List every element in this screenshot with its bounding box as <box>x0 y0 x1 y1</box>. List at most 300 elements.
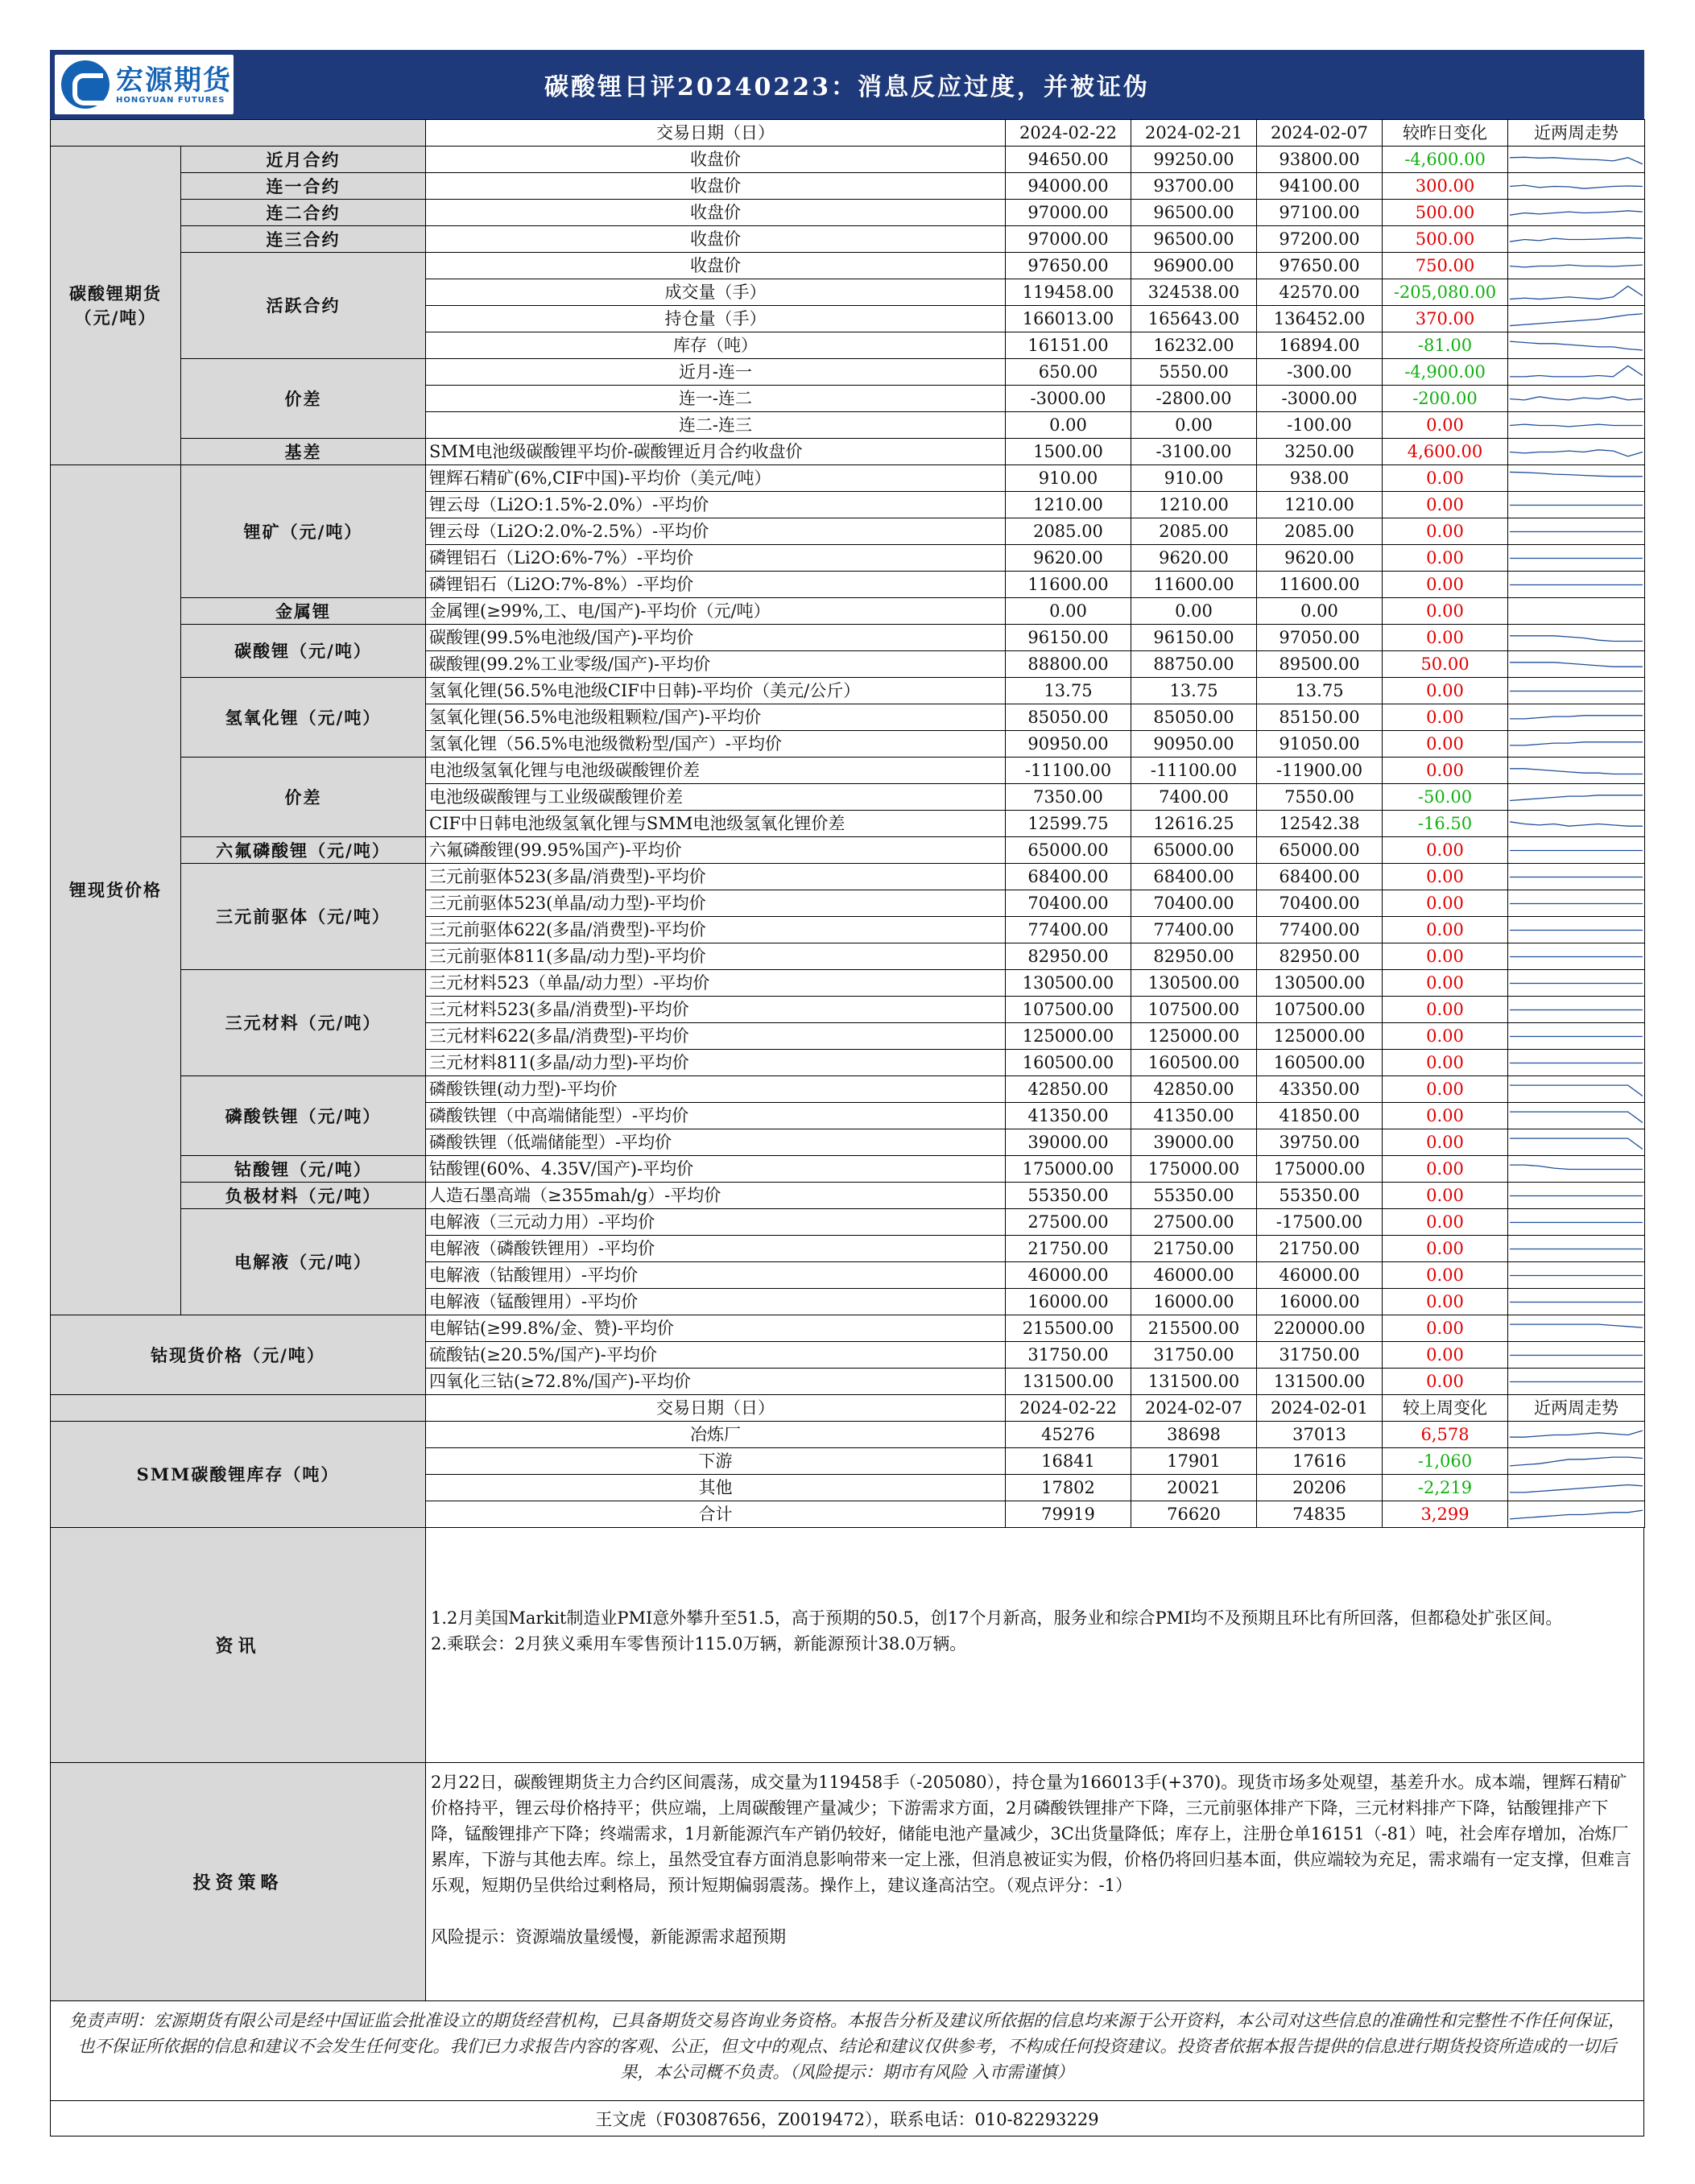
trend-cell <box>1508 864 1645 890</box>
news-label: 资讯 <box>51 1528 426 1762</box>
change-value: 0.00 <box>1383 704 1508 731</box>
change-value: 0.00 <box>1383 997 1508 1023</box>
value-day2: 910.00 <box>1131 465 1257 492</box>
value-day3: 55350.00 <box>1257 1183 1383 1209</box>
table-row <box>51 598 1645 625</box>
value-day1: 97000.00 <box>1006 200 1131 226</box>
change-value: 0.00 <box>1383 970 1508 997</box>
value-day2: 46000.00 <box>1131 1262 1257 1289</box>
table-row <box>51 1156 1645 1183</box>
change-value: 0.00 <box>1383 1103 1508 1129</box>
sparkline-series <box>1510 795 1643 800</box>
value-day3: 9620.00 <box>1257 545 1383 572</box>
row-item: 收盘价 <box>426 200 1006 226</box>
header-trend: 近两周走势 <box>1508 1395 1645 1422</box>
value-day2: 107500.00 <box>1131 997 1257 1023</box>
value-day2: 85050.00 <box>1131 704 1257 731</box>
value-day3: 41850.00 <box>1257 1103 1383 1129</box>
sparkline <box>1510 254 1643 279</box>
sparkline <box>1510 386 1643 411</box>
group-label: 六氟磷酸锂（元/吨） <box>181 837 426 864</box>
change-value: 0.00 <box>1383 678 1508 704</box>
group-label: 连三合约 <box>181 226 426 253</box>
change-value: 0.00 <box>1383 545 1508 572</box>
trend-cell <box>1508 651 1645 678</box>
sparkline <box>1510 1051 1643 1075</box>
row-item: 磷锂铝石（Li2O:7%-8%）-平均价 <box>426 572 1006 598</box>
header-trend: 近两周走势 <box>1508 120 1645 147</box>
news-section <box>50 1528 1644 1763</box>
row-item: 磷酸铁锂(动力型)-平均价 <box>426 1076 1006 1103</box>
row-item: 三元材料622(多晶/消费型)-平均价 <box>426 1023 1006 1050</box>
value-day3: 21750.00 <box>1257 1236 1383 1262</box>
value-day2: 39000.00 <box>1131 1129 1257 1156</box>
sparkline-series <box>1510 1112 1643 1122</box>
sparkline <box>1510 546 1643 571</box>
value-day3: 17616 <box>1257 1448 1383 1475</box>
row-item: 连二-连三 <box>426 412 1006 439</box>
news-item-2: 2.乘联会：2月狭义乘用车零售预计115.0万辆，新能源预计38.0万辆。 <box>431 1634 967 1653</box>
value-day3: 0.00 <box>1257 598 1383 625</box>
sparkline-series <box>1510 1085 1643 1096</box>
sparkline <box>1510 705 1643 730</box>
value-day3: 136452.00 <box>1257 306 1383 332</box>
sparkline <box>1510 1210 1643 1235</box>
value-day3: 68400.00 <box>1257 864 1383 890</box>
value-day2: -3100.00 <box>1131 439 1257 465</box>
row-item: 电解钴(≥99.8%/金、赞)-平均价 <box>426 1315 1006 1342</box>
value-day1: 39000.00 <box>1006 1129 1131 1156</box>
row-item: 氢氧化锂（56.5%电池级微粉型/国产）-平均价 <box>426 731 1006 758</box>
row-item: 下游 <box>426 1448 1006 1475</box>
change-value: 0.00 <box>1383 1209 1508 1236</box>
change-value: 0.00 <box>1383 1156 1508 1183</box>
table-row <box>51 1183 1645 1209</box>
sparkline <box>1510 1449 1643 1474</box>
value-day2: 7400.00 <box>1131 784 1257 811</box>
sparkline-series <box>1510 396 1643 399</box>
change-value: 3,299 <box>1383 1501 1508 1528</box>
trend-cell <box>1508 439 1645 465</box>
value-day3: 13.75 <box>1257 678 1383 704</box>
sparkline <box>1510 307 1643 332</box>
value-day1: 85050.00 <box>1006 704 1131 731</box>
trend-cell <box>1508 837 1645 864</box>
header-date-2: 2024-02-21 <box>1131 120 1257 147</box>
change-value: -1,060 <box>1383 1448 1508 1475</box>
sparkline-series <box>1510 635 1643 641</box>
sparkline <box>1510 997 1643 1022</box>
trend-cell <box>1508 784 1645 811</box>
table-row <box>51 359 1645 386</box>
group-label: 磷酸铁锂（元/吨） <box>181 1076 426 1156</box>
trend-cell <box>1508 1501 1645 1528</box>
row-item: 钴酸锂(60%、4.35V/国产)-平均价 <box>426 1156 1006 1183</box>
sparkline <box>1510 200 1643 225</box>
trend-cell <box>1508 1050 1645 1076</box>
row-item: 硫酸钴(≥20.5%/国产)-平均价 <box>426 1342 1006 1369</box>
header-change: 较昨日变化 <box>1383 120 1508 147</box>
trend-cell <box>1508 1183 1645 1209</box>
value-day3: -11900.00 <box>1257 758 1383 784</box>
value-day2: 11600.00 <box>1131 572 1257 598</box>
value-day2: 215500.00 <box>1131 1315 1257 1342</box>
sparkline <box>1510 1290 1643 1315</box>
trend-cell <box>1508 518 1645 545</box>
sparkline-series <box>1510 185 1643 188</box>
row-item: 三元前驱体622(多晶/消费型)-平均价 <box>426 917 1006 943</box>
value-day1: 68400.00 <box>1006 864 1131 890</box>
table-row <box>51 465 1645 492</box>
change-value: 0.00 <box>1383 625 1508 651</box>
value-day2: 125000.00 <box>1131 1023 1257 1050</box>
row-item: 碳酸锂(99.5%电池级/国产)-平均价 <box>426 625 1006 651</box>
row-item: 三元材料523（单晶/动力型）-平均价 <box>426 970 1006 997</box>
trend-cell <box>1508 678 1645 704</box>
sparkline <box>1510 440 1643 464</box>
value-day1: 79919 <box>1006 1501 1131 1528</box>
sparkline-series <box>1510 1510 1643 1519</box>
value-day1: 12599.75 <box>1006 811 1131 837</box>
value-day1: 55350.00 <box>1006 1183 1131 1209</box>
trend-cell <box>1508 226 1645 253</box>
value-day1: 97650.00 <box>1006 253 1131 279</box>
value-day1: 46000.00 <box>1006 1262 1131 1289</box>
value-day1: 21750.00 <box>1006 1236 1131 1262</box>
trend-cell <box>1508 1342 1645 1369</box>
sparkline <box>1510 811 1643 836</box>
value-day1: 90950.00 <box>1006 731 1131 758</box>
group-label: 近月合约 <box>181 147 426 173</box>
group-label: 锂矿（元/吨） <box>181 465 426 598</box>
value-day3: 93800.00 <box>1257 147 1383 173</box>
trend-cell <box>1508 465 1645 492</box>
group-label: 三元前驱体（元/吨） <box>181 864 426 970</box>
value-day1: 27500.00 <box>1006 1209 1131 1236</box>
value-day1: 910.00 <box>1006 465 1131 492</box>
row-item: 六氟磷酸锂(99.95%国产)-平均价 <box>426 837 1006 864</box>
company-logo <box>55 55 234 114</box>
report-title: 碳酸锂日评20240223：消息反应过度，并被证伪 <box>544 73 1150 101</box>
row-item: 持仓量（手） <box>426 306 1006 332</box>
value-day2: 99250.00 <box>1131 147 1257 173</box>
table-row <box>51 970 1645 997</box>
value-day2: 131500.00 <box>1131 1369 1257 1395</box>
sparkline <box>1510 1263 1643 1288</box>
value-day2: 96150.00 <box>1131 625 1257 651</box>
sparkline <box>1510 865 1643 890</box>
sparkline-series <box>1510 768 1643 774</box>
trend-cell <box>1508 332 1645 359</box>
sparkline <box>1510 333 1643 358</box>
row-item: 人造石墨高端（≥355mah/g）-平均价 <box>426 1183 1006 1209</box>
value-day2: 38698 <box>1131 1422 1257 1448</box>
value-day1: 65000.00 <box>1006 837 1131 864</box>
logo-name: 宏源期货 <box>116 64 232 97</box>
change-value: 0.00 <box>1383 492 1508 518</box>
value-day3: 89500.00 <box>1257 651 1383 678</box>
row-item: 三元材料811(多晶/动力型)-平均价 <box>426 1050 1006 1076</box>
sparkline <box>1510 413 1643 438</box>
value-day2: 21750.00 <box>1131 1236 1257 1262</box>
news-item-1: 1.2月美国Markit制造业PMI意外攀升至51.5，高于预期的50.5，创17个月新高，服务业和综合PMI均不及预期且环比有所回落，但都稳处扩张区间。 <box>431 1608 1563 1628</box>
change-value: 0.00 <box>1383 1129 1508 1156</box>
value-day3: 125000.00 <box>1257 1023 1383 1050</box>
value-day3: 175000.00 <box>1257 1156 1383 1183</box>
value-day3: 97650.00 <box>1257 253 1383 279</box>
value-day2: 20021 <box>1131 1475 1257 1501</box>
value-day3: 107500.00 <box>1257 997 1383 1023</box>
change-value: 0.00 <box>1383 1315 1508 1342</box>
row-item: 电解液（钴酸锂用）-平均价 <box>426 1262 1006 1289</box>
change-value: -200.00 <box>1383 386 1508 412</box>
row-item: 电解液（磷酸铁锂用）-平均价 <box>426 1236 1006 1262</box>
value-day2: 96500.00 <box>1131 226 1257 253</box>
change-value: 0.00 <box>1383 465 1508 492</box>
change-value: 0.00 <box>1383 1369 1508 1395</box>
row-item: 三元前驱体523(多晶/消费型)-平均价 <box>426 864 1006 890</box>
value-day1: 7350.00 <box>1006 784 1131 811</box>
header-blank <box>51 1395 426 1422</box>
table-row <box>51 1315 1645 1342</box>
row-item: 库存（吨） <box>426 332 1006 359</box>
trend-cell <box>1508 147 1645 173</box>
row-item: 锂云母（Li2O:2.0%-2.5%）-平均价 <box>426 518 1006 545</box>
trend-cell <box>1508 943 1645 970</box>
row-item: 其他 <box>426 1475 1006 1501</box>
table-row <box>51 226 1645 253</box>
sparkline-series <box>1510 1484 1643 1492</box>
trend-cell <box>1508 1422 1645 1448</box>
trend-cell <box>1508 572 1645 598</box>
trend-cell <box>1508 1475 1645 1501</box>
value-day2: 0.00 <box>1131 598 1257 625</box>
value-day1: 1210.00 <box>1006 492 1131 518</box>
value-day3: 3250.00 <box>1257 439 1383 465</box>
sparkline-series <box>1510 1138 1643 1149</box>
value-day2: 2085.00 <box>1131 518 1257 545</box>
value-day2: 96900.00 <box>1131 253 1257 279</box>
value-day3: 7550.00 <box>1257 784 1383 811</box>
sparkline-series <box>1510 157 1643 164</box>
value-day3: 938.00 <box>1257 465 1383 492</box>
table-row <box>51 837 1645 864</box>
value-day3: 20206 <box>1257 1475 1383 1501</box>
value-day1: 13.75 <box>1006 678 1131 704</box>
table-row <box>51 1076 1645 1103</box>
value-day3: 42570.00 <box>1257 279 1383 306</box>
value-day1: 88800.00 <box>1006 651 1131 678</box>
sparkline <box>1510 1130 1643 1155</box>
trend-cell <box>1508 917 1645 943</box>
group-label: 连二合约 <box>181 200 426 226</box>
value-day3: 220000.00 <box>1257 1315 1383 1342</box>
sparkline <box>1510 572 1643 597</box>
group-label: 钴酸锂（元/吨） <box>181 1156 426 1183</box>
row-item: 金属锂(≥99%,工、电/国产)-平均价（元/吨） <box>426 598 1006 625</box>
change-value: 0.00 <box>1383 1236 1508 1262</box>
header-date-3: 2024-02-07 <box>1257 120 1383 147</box>
header-row <box>51 1395 1645 1422</box>
header-date-1: 2024-02-22 <box>1006 120 1131 147</box>
value-day3: 74835 <box>1257 1501 1383 1528</box>
value-day1: 650.00 <box>1006 359 1131 386</box>
group-label: 三元材料（元/吨） <box>181 970 426 1076</box>
value-day2: 17901 <box>1131 1448 1257 1475</box>
value-day1: 125000.00 <box>1006 1023 1131 1050</box>
trend-cell <box>1508 598 1645 625</box>
strategy-text: 2月22日，碳酸锂期货主力合约区间震荡，成交量为119458手（-205080），持仓量为166013手(+370)。现货市场多处观望，基差升水。成本端，锂辉石精矿价格持平，锂云母价格持平；供应端，上周碳酸锂产量减少；下游需求方面，2月磷酸铁锂排产下降，三元前驱体排产下降，三元材料排产下降，钴酸锂排产下降，锰酸锂排产下降；终端需求，1月新能源汽车产销仍较好，储能电池产量减少，3C出货量降低；库存上，注册仓单16151（-81）吨，社会库存增加，冶炼厂累库，下游与其他去库。综上，虽然受宜春方面消息影响带来一定上涨，但消息被证实为假，价格仍将回归基本面，供应端较为充足，需求端有一定支撑，但难言乐观，短期仍呈供给过剩格局，预计短期偏弱震荡。操作上，建议逢高沽空。（观点评分：-1） <box>431 1773 1631 1895</box>
change-value: 0.00 <box>1383 731 1508 758</box>
row-item: 电池级碳酸锂与工业级碳酸锂价差 <box>426 784 1006 811</box>
change-value: 0.00 <box>1383 1050 1508 1076</box>
value-day2: 93700.00 <box>1131 173 1257 200</box>
value-day2: 42850.00 <box>1131 1076 1257 1103</box>
value-day1: 94000.00 <box>1006 173 1131 200</box>
table-row <box>51 864 1645 890</box>
value-day3: 12542.38 <box>1257 811 1383 837</box>
sparkline <box>1510 466 1643 491</box>
trend-cell <box>1508 1156 1645 1183</box>
row-item: 磷酸铁锂（中高端储能型）-平均价 <box>426 1103 1006 1129</box>
row-item: 电池级氢氧化锂与电池级碳酸锂价差 <box>426 758 1006 784</box>
group-label: 价差 <box>181 359 426 439</box>
sparkline <box>1510 1422 1643 1447</box>
row-item: 氢氧化锂(56.5%电池级粗颗粒/国产)-平均价 <box>426 704 1006 731</box>
value-day3: 2085.00 <box>1257 518 1383 545</box>
value-day1: 17802 <box>1006 1475 1131 1501</box>
value-day3: 11600.00 <box>1257 572 1383 598</box>
sparkline <box>1510 360 1643 385</box>
value-day1: 0.00 <box>1006 412 1131 439</box>
value-day2: 70400.00 <box>1131 890 1257 917</box>
change-value: 0.00 <box>1383 412 1508 439</box>
trend-cell <box>1508 1315 1645 1342</box>
trend-cell <box>1508 359 1645 386</box>
row-item: 收盘价 <box>426 173 1006 200</box>
value-day1: 77400.00 <box>1006 917 1131 943</box>
value-day3: 16894.00 <box>1257 332 1383 359</box>
header-date-label: 交易日期（日） <box>426 120 1006 147</box>
value-day3: 97050.00 <box>1257 625 1383 651</box>
table-row <box>51 678 1645 704</box>
value-day3: -100.00 <box>1257 412 1383 439</box>
group-label: 连一合约 <box>181 173 426 200</box>
sparkline-series <box>1510 237 1643 242</box>
value-day1: 215500.00 <box>1006 1315 1131 1342</box>
value-day1: 130500.00 <box>1006 970 1131 997</box>
value-day1: 70400.00 <box>1006 890 1131 917</box>
sparkline <box>1510 1157 1643 1182</box>
header-date-2: 2024-02-07 <box>1131 1395 1257 1422</box>
logo-icon <box>61 60 110 109</box>
value-day1: 160500.00 <box>1006 1050 1131 1076</box>
table-row <box>51 200 1645 226</box>
trend-cell <box>1508 758 1645 784</box>
report-header <box>50 50 1644 119</box>
value-day2: 41350.00 <box>1131 1103 1257 1129</box>
sparkline <box>1510 944 1643 969</box>
trend-cell <box>1508 173 1645 200</box>
value-day2: 27500.00 <box>1131 1209 1257 1236</box>
row-item: 氢氧化锂(56.5%电池级CIF中日韩)-平均价（美元/公斤） <box>426 678 1006 704</box>
strategy-section <box>50 1763 1644 2001</box>
value-day3: 31750.00 <box>1257 1342 1383 1369</box>
value-day3: 131500.00 <box>1257 1369 1383 1395</box>
change-value: 500.00 <box>1383 226 1508 253</box>
sparkline <box>1510 652 1643 677</box>
sparkline-series <box>1510 1431 1643 1437</box>
sparkline <box>1510 838 1643 863</box>
change-value: 6,578 <box>1383 1422 1508 1448</box>
logo-english: HONGYUAN FUTURES <box>116 95 225 105</box>
sparkline <box>1510 785 1643 810</box>
row-item: 冶炼厂 <box>426 1422 1006 1448</box>
trend-cell <box>1508 997 1645 1023</box>
value-day2: 1210.00 <box>1131 492 1257 518</box>
group-label: 价差 <box>181 758 426 837</box>
value-day1: 45276 <box>1006 1422 1131 1448</box>
value-day3: 97100.00 <box>1257 200 1383 226</box>
sparkline-series <box>1510 741 1643 745</box>
sparkline-series <box>1510 821 1643 825</box>
change-value: 500.00 <box>1383 200 1508 226</box>
value-day3: 97200.00 <box>1257 226 1383 253</box>
group-label: 氢氧化锂（元/吨） <box>181 678 426 758</box>
value-day3: 130500.00 <box>1257 970 1383 997</box>
trend-cell <box>1508 704 1645 731</box>
value-day3: 70400.00 <box>1257 890 1383 917</box>
trend-cell <box>1508 625 1645 651</box>
trend-cell <box>1508 890 1645 917</box>
value-day2: 55350.00 <box>1131 1183 1257 1209</box>
change-value: 0.00 <box>1383 1289 1508 1315</box>
change-value: 300.00 <box>1383 173 1508 200</box>
sparkline <box>1510 891 1643 916</box>
value-day3: 39750.00 <box>1257 1129 1383 1156</box>
trend-cell <box>1508 1289 1645 1315</box>
header-date-3: 2024-02-01 <box>1257 1395 1383 1422</box>
value-day1: 42850.00 <box>1006 1076 1131 1103</box>
value-day3: 46000.00 <box>1257 1262 1383 1289</box>
sparkline <box>1510 227 1643 252</box>
trend-cell <box>1508 970 1645 997</box>
value-day1: 175000.00 <box>1006 1156 1131 1183</box>
row-item: 近月-连一 <box>426 359 1006 386</box>
sparkline <box>1510 519 1643 544</box>
change-value: 0.00 <box>1383 837 1508 864</box>
value-day1: 131500.00 <box>1006 1369 1131 1395</box>
value-day1: 11600.00 <box>1006 572 1131 598</box>
header-change: 较上周变化 <box>1383 1395 1508 1422</box>
sparkline-series <box>1510 449 1643 456</box>
trend-cell <box>1508 731 1645 758</box>
value-day2: -11100.00 <box>1131 758 1257 784</box>
value-day3: -17500.00 <box>1257 1209 1383 1236</box>
value-day2: 77400.00 <box>1131 917 1257 943</box>
value-day1: 9620.00 <box>1006 545 1131 572</box>
row-item: 碳酸锂(99.2%工业零级/国产)-平均价 <box>426 651 1006 678</box>
trend-cell <box>1508 306 1645 332</box>
report-sheet <box>50 50 1644 2137</box>
row-item: 收盘价 <box>426 253 1006 279</box>
row-item: 四氧化三钴(≥72.8%/国产)-平均价 <box>426 1369 1006 1395</box>
trend-cell <box>1508 1023 1645 1050</box>
sparkline <box>1510 1343 1643 1368</box>
sparkline-series <box>1510 313 1643 325</box>
sparkline-series <box>1510 662 1643 666</box>
value-day3: 82950.00 <box>1257 943 1383 970</box>
